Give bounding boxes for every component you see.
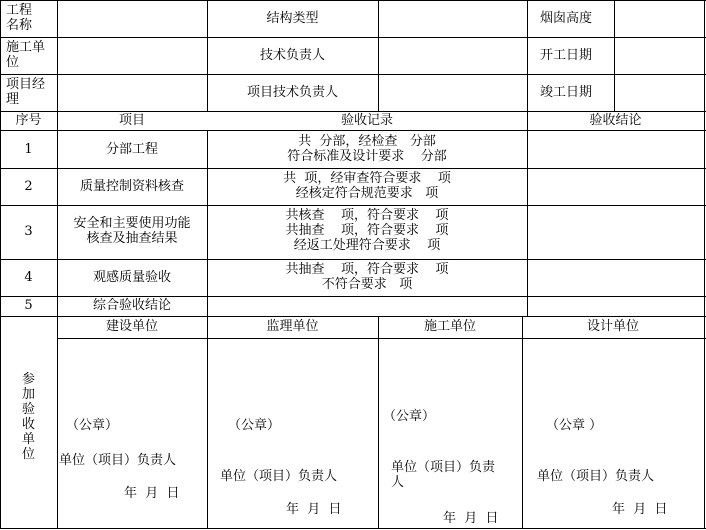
date-label: 年 月 日 xyxy=(443,511,499,526)
row-record: 共抽查 项，符合要求 项 不符合要求 项 xyxy=(285,262,449,292)
rule xyxy=(0,37,706,38)
rule xyxy=(57,338,706,339)
col-header-item: 项目 xyxy=(118,113,145,128)
row-item: 观感质量验收 xyxy=(92,270,171,285)
row-number: 3 xyxy=(24,224,33,239)
row-record: 共 项，经审查符合要求 项 经核定符合规范要求 项 xyxy=(283,171,451,201)
rule-top xyxy=(0,0,706,1)
date-label: 年 月 日 xyxy=(286,502,342,517)
rule xyxy=(0,111,706,112)
rule-right xyxy=(704,0,705,529)
responsible-person-label: 单位（项目）负责人 xyxy=(537,469,655,484)
row-item: 质量控制资料核查 xyxy=(79,179,184,194)
unit-name: 设计单位 xyxy=(586,319,639,334)
row-item: 分部工程 xyxy=(105,142,158,157)
row-record: 共 分部，经检查 分部 符合标准及设计要求 分部 xyxy=(287,134,447,164)
project-manager-label: 项目经 理 xyxy=(6,77,46,107)
date-label: 年 月 日 xyxy=(124,486,180,501)
rule-bottom xyxy=(0,528,706,529)
rule xyxy=(378,0,379,111)
seal-label: （公章） xyxy=(66,418,119,433)
rule xyxy=(0,168,706,169)
completion-date-label: 竣工日期 xyxy=(540,85,593,100)
seal-label: （公章） xyxy=(383,409,436,424)
responsible-person-label: 单位（项目）负责人 xyxy=(220,469,338,484)
tech-lead-label: 技术负责人 xyxy=(259,48,325,63)
responsible-person-label: 单位（项目）负责人 xyxy=(59,453,177,468)
project-name-label: 工程 名称 xyxy=(6,3,33,33)
col-header-no: 序号 xyxy=(15,113,42,128)
seal-label: （公章） xyxy=(228,418,281,433)
row-item: 安全和主要使用功能 核查及抽查结果 xyxy=(73,216,191,246)
structure-type-label: 结构类型 xyxy=(266,11,319,26)
rule xyxy=(0,205,706,206)
rule xyxy=(378,316,379,529)
row-number: 1 xyxy=(24,142,33,157)
participating-units-label: 参 加 验 收 单 位 xyxy=(21,372,35,462)
date-label: 年 月 日 xyxy=(612,502,668,517)
rule xyxy=(522,316,523,529)
row-number: 4 xyxy=(24,270,33,285)
rule xyxy=(0,74,706,75)
rule xyxy=(0,130,706,131)
row-item: 综合验收结论 xyxy=(92,298,171,313)
rule xyxy=(0,316,706,317)
project-tech-lead-label: 项目技术负责人 xyxy=(246,85,338,100)
unit-name: 施工单位 xyxy=(423,319,476,334)
col-header-conclusion: 验收结论 xyxy=(589,113,642,128)
rule xyxy=(0,259,706,260)
seal-label: （公章 ） xyxy=(546,418,603,433)
chimney-height-label: 烟囱高度 xyxy=(540,11,593,26)
rule xyxy=(57,0,58,529)
construction-unit-label: 施工单 位 xyxy=(6,40,46,70)
unit-name: 建设单位 xyxy=(105,319,158,334)
start-date-label: 开工日期 xyxy=(540,48,593,63)
responsible-person-label: 单位（项目）负责 人 xyxy=(391,460,496,490)
rule xyxy=(527,0,528,316)
row-number: 2 xyxy=(24,179,33,194)
rule xyxy=(614,0,615,111)
unit-name: 监理单位 xyxy=(266,319,319,334)
col-header-record: 验收记录 xyxy=(340,113,393,128)
row-number: 5 xyxy=(24,298,33,313)
rule xyxy=(207,316,208,529)
row-record: 共核查 项，符合要求 项 共抽查 项，符合要求 项 经返工处理符合要求 项 xyxy=(285,208,449,253)
rule xyxy=(0,296,706,297)
